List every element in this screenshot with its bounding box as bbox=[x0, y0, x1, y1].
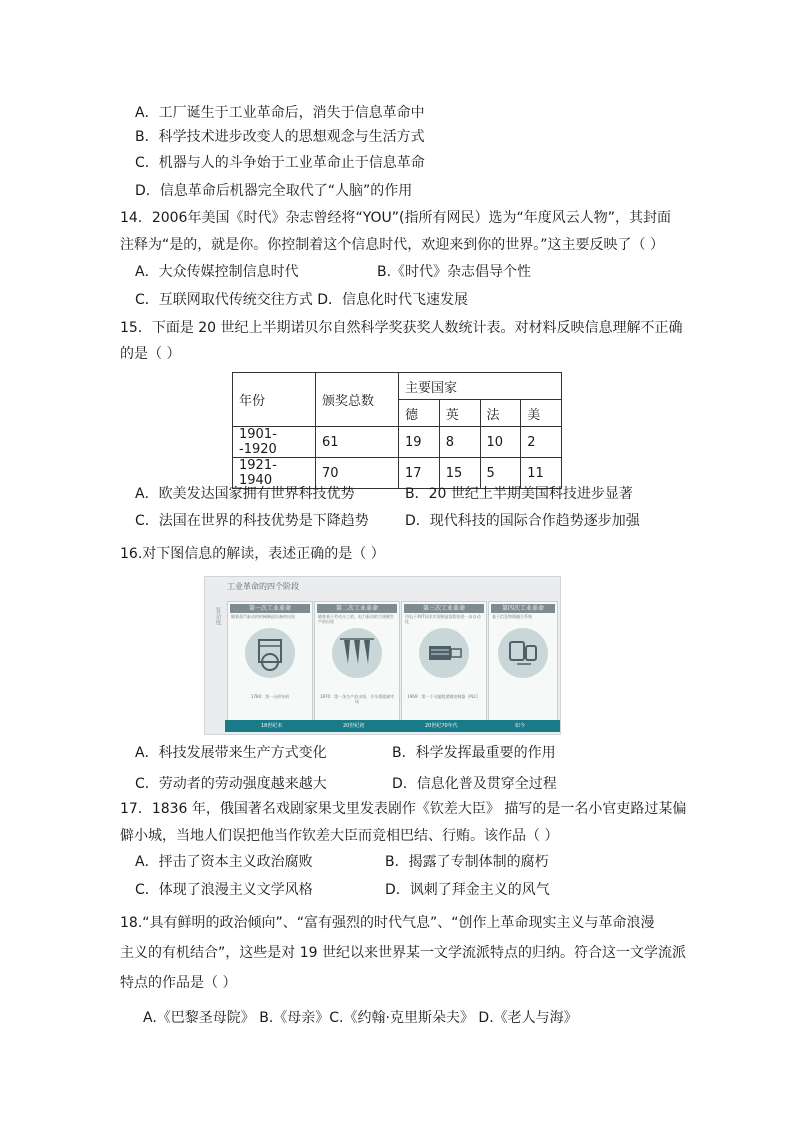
stage-description: 基于信息物理融合系统 bbox=[492, 614, 532, 619]
table-cell: 5 bbox=[480, 458, 521, 489]
table-cell: 17 bbox=[399, 458, 440, 489]
stage-description: 随着蒸汽驱动的机械制造设备的出现 bbox=[231, 614, 295, 619]
q14-stem-line-1: 14．2006年美国《时代》杂志曾经将“YOU”(指所有网民）选为“年度风云人物”，其封面 bbox=[120, 210, 671, 226]
figure-axis-label: 复杂度 bbox=[214, 607, 221, 625]
stage-card-2 bbox=[314, 601, 400, 721]
figure-timeline bbox=[225, 720, 560, 732]
loom-icon bbox=[245, 628, 295, 678]
table-header-year: 年份 bbox=[233, 373, 316, 427]
stage-description: 用电子和IT技术实现制造流程的进一步自动化 bbox=[405, 614, 481, 624]
table-cell: 19 bbox=[399, 427, 440, 458]
q15-stem-line-1: 15．下面是 20 世纪上半期诺贝尔自然科学奖获奖人数统计表。对材料反映信息理解不正确 bbox=[120, 320, 683, 336]
industrial-revolution-figure bbox=[204, 576, 561, 735]
q13-option-b: B．科学技术进步改变人的思想观念与生活方式 bbox=[135, 129, 425, 145]
cyber-physical-icon bbox=[498, 628, 548, 678]
q18-stem-line-2: 主义的有机结合”，这些是对 19 世纪以来世界某一文学流派特点的归纳。符合这一文学流派 bbox=[120, 945, 686, 961]
table-cell: 15 bbox=[439, 458, 480, 489]
table-cell: 1921- 1940 bbox=[233, 458, 316, 489]
table-cell: 2 bbox=[521, 427, 562, 458]
stage-card-3 bbox=[401, 601, 487, 721]
table-header-total: 颁奖总数 bbox=[316, 373, 399, 427]
stage-title: 第三次工业革命 bbox=[404, 604, 484, 613]
q16-option-d: D．信息化普及贯穿全过程 bbox=[392, 776, 557, 792]
stage-caption: 1870：第一条生产流水线，辛辛那提屠宰场 bbox=[319, 694, 395, 704]
q17-stem-line-1: 17．1836 年，俄国著名戏剧家果戈里发表剧作《钦差大臣》 描写的是一名小官吏路过某偏 bbox=[120, 801, 687, 817]
table-header-country: 美 bbox=[521, 400, 562, 427]
q17-option-d: D．讽刺了拜金主义的风气 bbox=[385, 882, 550, 898]
timeline-label: 18世纪末 bbox=[261, 723, 283, 729]
table-cell: 70 bbox=[316, 458, 399, 489]
q17-option-a: A．抨击了资本主义政治腐败 bbox=[135, 854, 313, 870]
stage-card-4 bbox=[488, 601, 558, 721]
stage-title: 第二次工业革命 bbox=[317, 604, 397, 613]
q16-option-a: A．科技发展带来生产方式变化 bbox=[135, 745, 327, 761]
stage-title: 第一次工业革命 bbox=[230, 604, 310, 613]
timeline-label: 20世纪初 bbox=[343, 723, 365, 729]
table-header-countries: 主要国家 bbox=[399, 373, 562, 400]
nobel-prize-table bbox=[232, 372, 562, 489]
q13-option-a: A．工厂诞生于工业革命后，消失于信息革命中 bbox=[135, 105, 425, 121]
q17-option-b: B．揭露了专制体制的腐朽 bbox=[385, 854, 549, 870]
table-row bbox=[233, 427, 562, 458]
plc-icon bbox=[419, 628, 469, 678]
q17-stem-line-2: 僻小城，当地人们误把他当作钦差大臣而竞相巴结、行贿。该作品（ ） bbox=[120, 828, 559, 844]
timeline-label: 如今 bbox=[515, 723, 526, 729]
stage-title: 第四次工业革命 bbox=[491, 604, 555, 613]
stage-card-1 bbox=[227, 601, 313, 721]
q14-option-a: A．大众传媒控制信息时代 bbox=[135, 264, 299, 280]
q14-stem-line-2: 注释为“是的，就是你。你控制着这个信息时代，欢迎来到你的世界。”这主要反映了（ ） bbox=[120, 237, 664, 253]
table-cell: 11 bbox=[521, 458, 562, 489]
stage-caption: 1784：第一台织布机 bbox=[250, 694, 290, 699]
figure-title: 工业革命的四个阶段 bbox=[227, 582, 299, 591]
q13-option-d: D．信息革命后机器完全取代了“人脑”的作用 bbox=[135, 183, 413, 199]
q18-stem-line-1: 18.“具有鲜明的政治倾向”、“富有强烈的时代气息”、“创作上革命现实主义与革命浪漫 bbox=[120, 915, 655, 931]
table-header-country: 英 bbox=[439, 400, 480, 427]
stage-description: 随着基于劳动分工的、电力驱动的大规模生产的出现 bbox=[318, 614, 394, 624]
table-cell: 8 bbox=[439, 427, 480, 458]
q18-stem-line-3: 特点的作品是（ ） bbox=[120, 975, 237, 991]
timeline-label: 20世纪70年代 bbox=[425, 723, 458, 729]
q15-option-a: A．欧美发达国家拥有世界科技优势 bbox=[135, 486, 355, 502]
stage-caption: 1969：第一个可编程逻辑控制器（PLC） bbox=[407, 694, 481, 699]
q17-option-c: C．体现了浪漫主义文学风格 bbox=[135, 882, 313, 898]
q16-stem: 16.对下图信息的解读，表述正确的是（ ） bbox=[120, 546, 385, 562]
assembly-line-icon bbox=[332, 628, 382, 678]
table-cell: 1901--1920 bbox=[233, 427, 316, 458]
table-cell: 61 bbox=[316, 427, 399, 458]
q16-option-c: C．劳动者的劳动强度越来越大 bbox=[135, 776, 327, 792]
q15-option-b: B．20 世纪上半期美国科技进步显著 bbox=[405, 486, 633, 502]
table-header-country: 德 bbox=[399, 400, 440, 427]
q14-option-b: B.《时代》杂志倡导个性 bbox=[377, 264, 532, 280]
table-header-country: 法 bbox=[480, 400, 521, 427]
q15-stem-line-2: 的是（ ） bbox=[120, 346, 181, 362]
q14-option-cd: C．互联网取代传统交往方式 D．信息化时代飞速发展 bbox=[135, 292, 469, 308]
q15-option-d: D．现代科技的国际合作趋势逐步加强 bbox=[405, 513, 640, 529]
q15-option-c: C．法国在世界的科技优势是下降趋势 bbox=[135, 513, 369, 529]
q18-options: A.《巴黎圣母院》 B.《母亲》C.《约翰·克里斯朵夫》 D.《老人与海》 bbox=[143, 1010, 578, 1026]
q13-option-c: C．机器与人的斗争始于工业革命止于信息革命 bbox=[135, 155, 425, 171]
q16-option-b: B．科学发挥最重要的作用 bbox=[392, 745, 556, 761]
table-cell: 10 bbox=[480, 427, 521, 458]
